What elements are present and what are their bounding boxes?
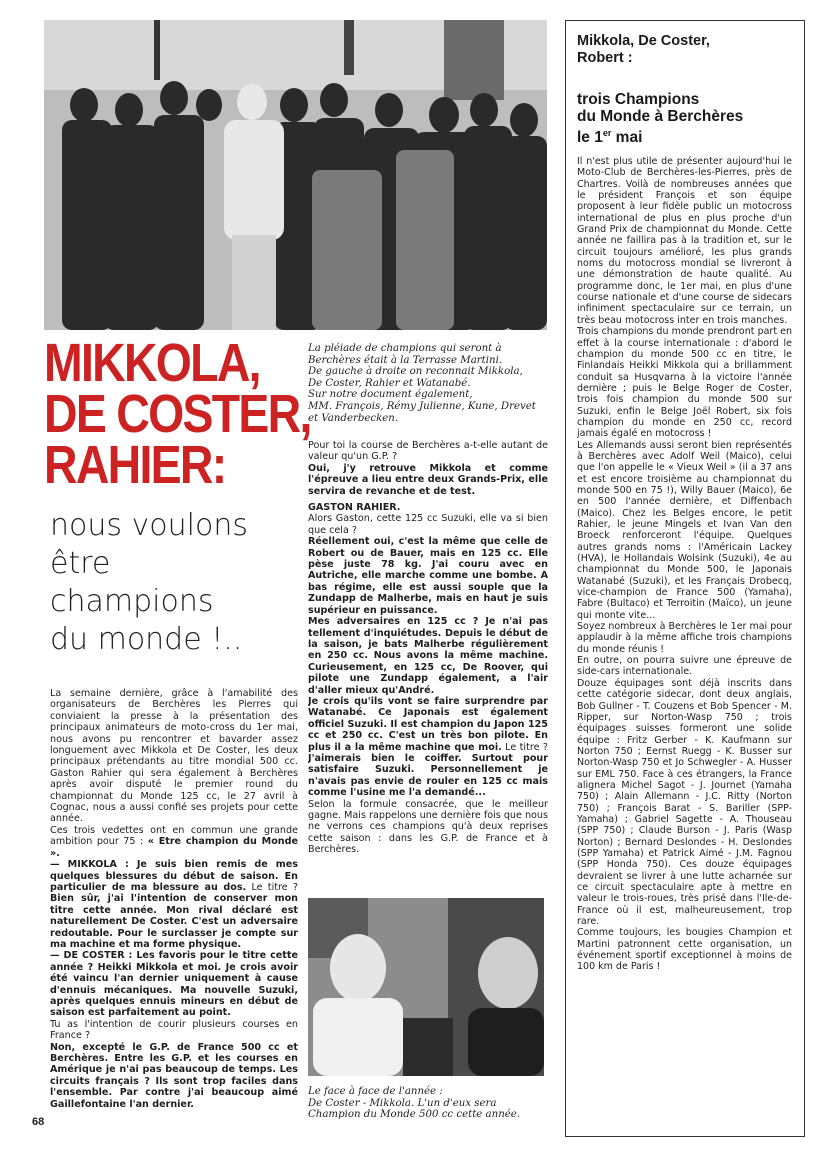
intro-paragraph: La semaine dernière, grâce à l'amabilité des organisateurs de Berchères les Pierres qui conviaient la presse à la présentation des principaux animateurs de moto-cross du 1er mai, nous avons pu rencontrer et bavarder assez longuement avec Mikkola et De Coster, les deux principaux prétendants au titre mondial 500 cc. Gaston Rahier qui sera également à Berchères après avoir disputé le premier round du championnat du Monde 125 cc, le 27 avril à Cognac, nous a aussi confié ses projets pour cette année.	[50, 688, 298, 825]
subhead-line: du monde !..	[50, 622, 243, 657]
headline-line-2: DE COSTER,	[44, 384, 311, 444]
headline-line-3: RAHIER:	[44, 435, 226, 495]
subhead-line: être	[50, 546, 111, 581]
text-bold: Je crois qu'ils vont se faire surprendre par Watanabé. Ce Japonais est également officiel Suzuki. Il est champion du Japon 125 cc et 250 cc. C'est un très bon pilote. En plus il a la même machine que moi.	[308, 695, 548, 753]
sidebar-subtitle	[577, 91, 797, 146]
subhead-line: champions	[50, 584, 214, 619]
sidebar-title-line: Mikkola, De Coster,	[577, 33, 710, 49]
sidebar-title-line: Robert :	[577, 50, 633, 66]
question: Pour toi la course de Berchères a-t-elle autant de valeur qu'un G.P. ?	[308, 440, 548, 463]
sidebar-paragraph: En outre, on pourra suivre une épreuve de side-cars internationale.	[577, 655, 792, 678]
text: Le titre ?	[246, 881, 298, 893]
sidebar-paragraph: Il n'est plus utile de présenter aujourd'hui le Moto-Club de Berchères-les-Pierres, près de Chartres. Voilà de nombreuses années que le président François et son équipe proposent à leur fidèle public un motocross international de plus en plus proche d'un Grand Prix de championnat du Monde. Cette année ne faillira pas à la tradition et, sur le circuit toujours amélioré, les plus grands noms du motocross mondial se livreront à une démonstration de haute qualité. Au programme donc, le 1er mai, en plus d'une course nationale et d'une course de sidecars infiniment spectaculaire sur ce terrain, un très beau motocross inter en trois manches.	[577, 156, 792, 326]
paragraph	[50, 950, 298, 1018]
answer	[308, 536, 548, 616]
sidebar-subtitle-line: trois Champions	[577, 91, 700, 108]
article-column-2	[308, 440, 548, 880]
text-bold: GASTON RAHIER.	[308, 502, 401, 514]
page-number: 68	[32, 1116, 45, 1128]
headline-line-1: MIKKOLA,	[44, 333, 260, 393]
text-bold: Non, excepté le G.P. de France 500 cc et Berchères. Entre les G.P. et les courses en Amérique je n'ai pas beaucoup de temps. Les circuits français ? Ils sont trop faciles dans l'ensemble. Par contre j'ai beaucoup aimé Gaillefontaine l'an dernier.	[50, 1041, 298, 1110]
subheadline	[50, 507, 310, 659]
sidebar-subtitle-line: du Monde à Berchères	[577, 108, 744, 125]
caption-line: La pléiade de champions qui seront à	[308, 343, 502, 354]
text: le 1	[577, 129, 603, 147]
text-bold: — DE COSTER : Les favoris pour le titre cette année ? Heikki Mikkola et moi. Je crois avoir été vaincu l'an dernier uniquement à cause d'ennuis mécaniques. Ma nouvelle Suzuki, après quelques ennuis mineurs en début de saison est parfaitement au point.	[50, 950, 298, 1019]
text-bold: Bien sûr, j'ai l'intention de conserver mon titre cette année. Mon rival déclaré est naturellement De Coster. C'est un adversaire redoutable. Pour le surclasser je compte sur ma machine et ma forme physique.	[50, 893, 298, 950]
portrait-photo-icon	[308, 898, 544, 1076]
superscript: er	[602, 128, 612, 138]
caption-line: et Vanderbecken.	[308, 412, 399, 424]
sidebar-paragraph: Trois champions du monde prendront part en effet à la course internationale : d'abord le champion du monde 500 cc en titre, le Finlandais Heikki Mikkola qui a brillamment conduit sa Husqvarna à la victoire l'année dernière ; puis le Belge Roger de Coster, trois fois champion du monde 500 sur Suzuki, enfin le Belge Joël Robert, six fois champion du monde en 250 cc, record jamais égalé en motocross !	[577, 326, 792, 440]
question: Alors Gaston, cette 125 cc Suzuki, elle va si bien que cela ?	[308, 513, 548, 536]
caption-line: Le face à face de l'année :	[308, 1086, 443, 1097]
group-photo	[44, 20, 547, 330]
paragraph	[50, 825, 298, 859]
text-bold: « Etre champion du Monde ».	[50, 836, 298, 859]
answer	[308, 463, 548, 497]
text-bold: J'aimerais bien le coiffer. Surtout pour satisfaire Suzuki. Personnellement je n'avais pas envie de rouler en 125 cc mais comme l'usine me l'a demandé...	[308, 752, 548, 799]
sidebar-paragraph: Les Allemands aussi seront bien représentés à Berchères avec Adolf Weil (Maico), celui que l'on appelle le « Vieux Weil » (il a 37 ans et est encore troisième au championnat du monde 500 en 75 !), Willy Bauer (Maico), 6e en 500 l'année dernière, et Diffenbach (Maico). Chez les Belges encore, le petit Rahier, le jeune Mingels et Ivan Van den Broeck renforceront l'équipe. Quelques autres grands noms : l'Américain Lackey (HVA), le Hollandais Wolsink (Suzuki), 4e au championnat du Monde 500, le Japonais Watanabé (Suzuki), et les Français Drobecq, vice-champion de France 500 (Yamaha), Fabre (Bultaco) et Terroitin (Maïco), un jeune qui monte vite...	[577, 439, 792, 621]
subhead-line: nous voulons	[50, 508, 249, 543]
paragraph: Tu as l'intention de courir plusieurs courses en France ?	[50, 1018, 298, 1042]
caption-line: De Coster, Rahier et Watanabé.	[308, 377, 471, 389]
text-bold: Mes adversaires en 125 cc ? Je n'ai pas tellement d'inquiétudes. Depuis le début de la saison, je bats Malherbe régulièrement en 250 cc. Nous avons la même machine. Curieusement, en 125 cc, De Roover, qui pilote une Zundapp également, a l'air d'aller mieux qu'André.	[308, 616, 548, 696]
sidebar-paragraph: Soyez nombreux à Berchères le 1er mai pour applaudir à la même affiche trois champions du monde réunis !	[577, 621, 792, 655]
paragraph	[50, 1042, 298, 1110]
text-bold: Réellement oui, c'est la même que celle de Robert ou de Bauer, mais en 125 cc. Elle pèse juste 78 kg. J'ai couru avec en Autriche, elle marche comme une bombe. A bas régime, elle est aussi souple que la Zundapp de Malherbe, mais en haut je suis supérieur en puissance.	[308, 536, 548, 616]
sidebar-paragraph: Douze équipages sont déjà inscrits dans cette catégorie sidecar, dont deux anglais, Bob Gullner - T. Couzens et Bob Spencer - M. Ripper, sur Norton-Wasp 750 ; trois équipages suisses formeront une solide équipe : Fritz Gerber - K. Kaufmann sur Norton 750 ; Eernst Ruegg - K. Busser sur Norton-Wasp 750 et Jo Schwegler - A. Husser sur EML 750. Face à ces étrangers, la France alignera Michel Sagot - J. Journet (Yamaha 750) ; Alain Allemann - J.C. Ritty (Norton 750) ; François Barat - S. Bariller (SPP-Yamaha) ; Gabriel Sagette - A. Thouseau (SPP 750) ; Claude Burson - J. Paris (Wasp Norton) ; Bernard Deslondes - H. Deslondes (SPP Yamaha) et Patrick Aimé - J.M. Fagnou (SPP Honda 750). Ces douze équipages devraient se livrer à une lutte acharnée sur ce circuit spectaculaire apte à mettre en valeur le trois-roues, très prisé dans l'Ile-de-France où il est, malheureusement, trop rare.	[577, 677, 792, 928]
answer	[308, 696, 548, 799]
headline	[44, 333, 311, 495]
interview-name	[308, 502, 548, 513]
text-bold: Oui, j'y retrouve Mikkola et comme l'épreuve a lieu entre deux Grands-Prix, elle servira de revanche et de test.	[308, 462, 548, 497]
text: mai	[611, 129, 643, 147]
text: Le titre ?	[501, 741, 548, 753]
sidebar-paragraph: Comme toujours, les bougies Champion et Martini patronnent cette organisation, un événement sportif exceptionnel à moins de 100 km de Paris !	[577, 927, 792, 973]
caption-line: Champion du Monde 500 cc cette année.	[308, 1109, 521, 1121]
caption-line: De Coster - Mikkola. L'un d'eux sera	[308, 1097, 497, 1109]
text-bold: — MIKKOLA : Je suis bien remis de mes quelques blessures du début de saison. En particulier de ma blessure au dos.	[50, 859, 298, 893]
paragraph	[50, 859, 298, 950]
caption-line: De gauche à droite on reconnait Mikkola,	[308, 366, 523, 378]
article-column-1	[50, 688, 298, 1128]
face-to-face-photo	[308, 898, 544, 1076]
answer	[308, 616, 548, 696]
sidebar-subtitle-line	[577, 125, 797, 146]
photo-caption-top	[308, 343, 558, 424]
paragraph: Selon la formule consacrée, que le meilleur gagne. Mais rappelons une dernière fois que nous ne verrons ces champions qu'à deux reprises cette saison : dans les G.P. de France et à Berchères.	[308, 798, 548, 856]
sidebar-body	[577, 156, 792, 1121]
sidebar-title	[577, 33, 797, 67]
photo-caption-bottom	[308, 1086, 558, 1121]
caption-line: Berchères était à la Terrasse Martini.	[308, 354, 503, 366]
caption-line: MM. François, Rémy Julienne, Kune, Drevet	[308, 400, 536, 412]
group-photo-icon	[44, 20, 547, 330]
caption-line: Sur notre document également,	[308, 389, 473, 401]
text: Ces trois vedettes ont en commun une grande ambition pour 75 :	[50, 824, 298, 848]
